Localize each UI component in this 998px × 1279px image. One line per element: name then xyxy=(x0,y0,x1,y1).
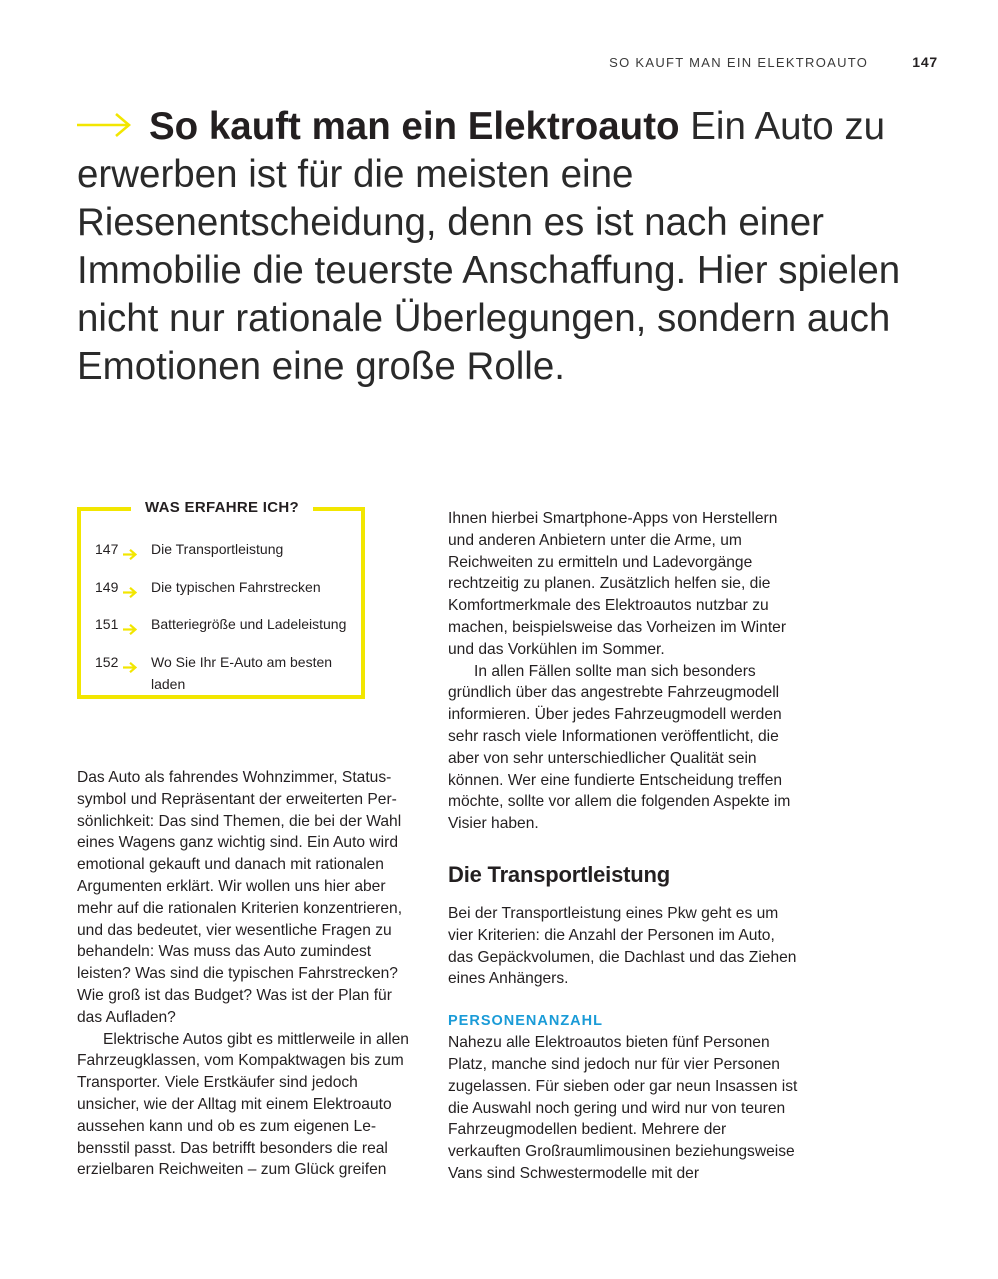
right-arrow-icon xyxy=(123,613,151,641)
body-paragraph: Elektrische Autos gibt es mittlerweile in allen Fahrzeugklassen, vom Kompaktwagen bis zum Transporter. Viele Erstkäufer sind jedoch unsicher, wie der Alltag mit einem Elektroauto aussehen kann und ob es zum eigenen Lebensstil passt. Das betrifft besonders die real erzielbaren Reichweiten – zum Glück greifen xyxy=(77,1030,409,1179)
chapter-intro xyxy=(77,103,917,391)
toc-label: Die typischen Fahrstrecken xyxy=(151,578,321,595)
page-number: 147 xyxy=(912,54,938,70)
right-arrow-icon xyxy=(123,538,151,566)
toc-label: Batteriegröße und Ladeleistung xyxy=(151,616,347,632)
toc-page-number: 149 xyxy=(95,578,119,595)
body-paragraph: In allen Fällen sollte man sich besonders gründlich über das angestrebte Fahrzeugmodell informieren. Über jedes Fahrzeugmodell werden sehr rasch viele Informationen veröffentlicht, die aber von sehr unterschiedlicher Qualität sein können. Wer eine fundierte Entscheidung treffen möchte, sollte vor allem die folgenden Aspekte im Visier haben. xyxy=(448,662,791,833)
running-head-title: SO KAUFT MAN EIN ELEKTROAUTO xyxy=(609,54,869,70)
toc-heading: WAS ERFAHRE ICH? xyxy=(131,498,313,518)
body-paragraph: Das Auto als fahrendes Wohnzimmer, Statussymbol und Repräsentant der erweiterten Persönlichkeit: Das sind Themen, die bei der Wahl eines Wagens ganz wichtig sind. Ein Auto wird emotional gekauft und danach mit rationalen Argumenten erklärt. Wir wollen uns hier aber mehr auf die rationalen Kriterien konzentrieren, und das bedeutet, vier wesentliche Fragen zu behandeln: Was muss das Auto zumindest leisten? Was sind die typischen Fahrstrecken? Wie groß ist das Budget? Was ist der Plan für das Aufladen? xyxy=(77,769,403,1026)
body-paragraph: Bei der Transportleistung eines Pkw geht es um vier Kriterien: die Anzahl der Personen im Auto, das Gepäckvolumen, die Dachlast und das Ziehen eines Anhängers. xyxy=(448,904,797,988)
toc-item xyxy=(95,651,355,695)
toc-label: Die Transportleistung xyxy=(151,541,284,557)
toc-item xyxy=(95,538,355,566)
toc-page-number: 151 xyxy=(95,616,119,632)
subheading: PERSONENANZAHL xyxy=(448,1013,603,1030)
body-paragraph: Nahezu alle Elektroautos bieten fünf Personen Platz, manche sind jedoch nur für vier Personen zugelassen. Für sieben oder gar neun Insassen ist die Auswahl noch gering und wird nur von teuren Fahrzeugmodellen bedient. Mehrere der verkauften Großraumlimousinen beziehungsweise Vans sind Schwestermodelle mit der xyxy=(448,1034,798,1182)
long-right-arrow-icon xyxy=(77,101,131,149)
body-paragraph: Ihnen hierbei Smartphone-Apps von Herstellern und anderen Anbietern unter die Arme, um Reichweiten zu ermitteln und Ladevorgänge rechtzeitig zu planen. Zusätzlich helfen sie, die Komfortmerkmale des Elektroautos nutzbar zu machen, beispielsweise das Vorheizen im Winter und das Vorkühlen im Sommer. xyxy=(448,510,787,658)
running-head xyxy=(609,54,938,70)
toc-page-number: 147 xyxy=(95,541,119,557)
chapter-title: So kauft man ein Elektroauto xyxy=(149,105,680,148)
chapter-lead-text: Ein Auto zu erwerben ist für die meisten eine Riesenentscheidung, denn es ist nach einer Immobilie die teuerste Anschaffung. Hier spielen nicht nur rationale Überlegungen, sondern auch Emotionen eine große Rolle. xyxy=(77,105,901,388)
left-column xyxy=(77,767,417,1181)
right-column xyxy=(448,508,798,1185)
right-arrow-icon xyxy=(123,651,151,679)
toc-label: Wo Sie Ihr E-Auto am besten laden xyxy=(151,653,333,692)
toc-box xyxy=(77,499,365,699)
toc-list xyxy=(95,538,355,704)
toc-item xyxy=(95,613,355,641)
toc-item xyxy=(95,576,355,604)
toc-page-number: 152 xyxy=(95,653,119,670)
right-arrow-icon xyxy=(123,576,151,604)
section-heading: Die Transportleistung xyxy=(448,861,670,887)
